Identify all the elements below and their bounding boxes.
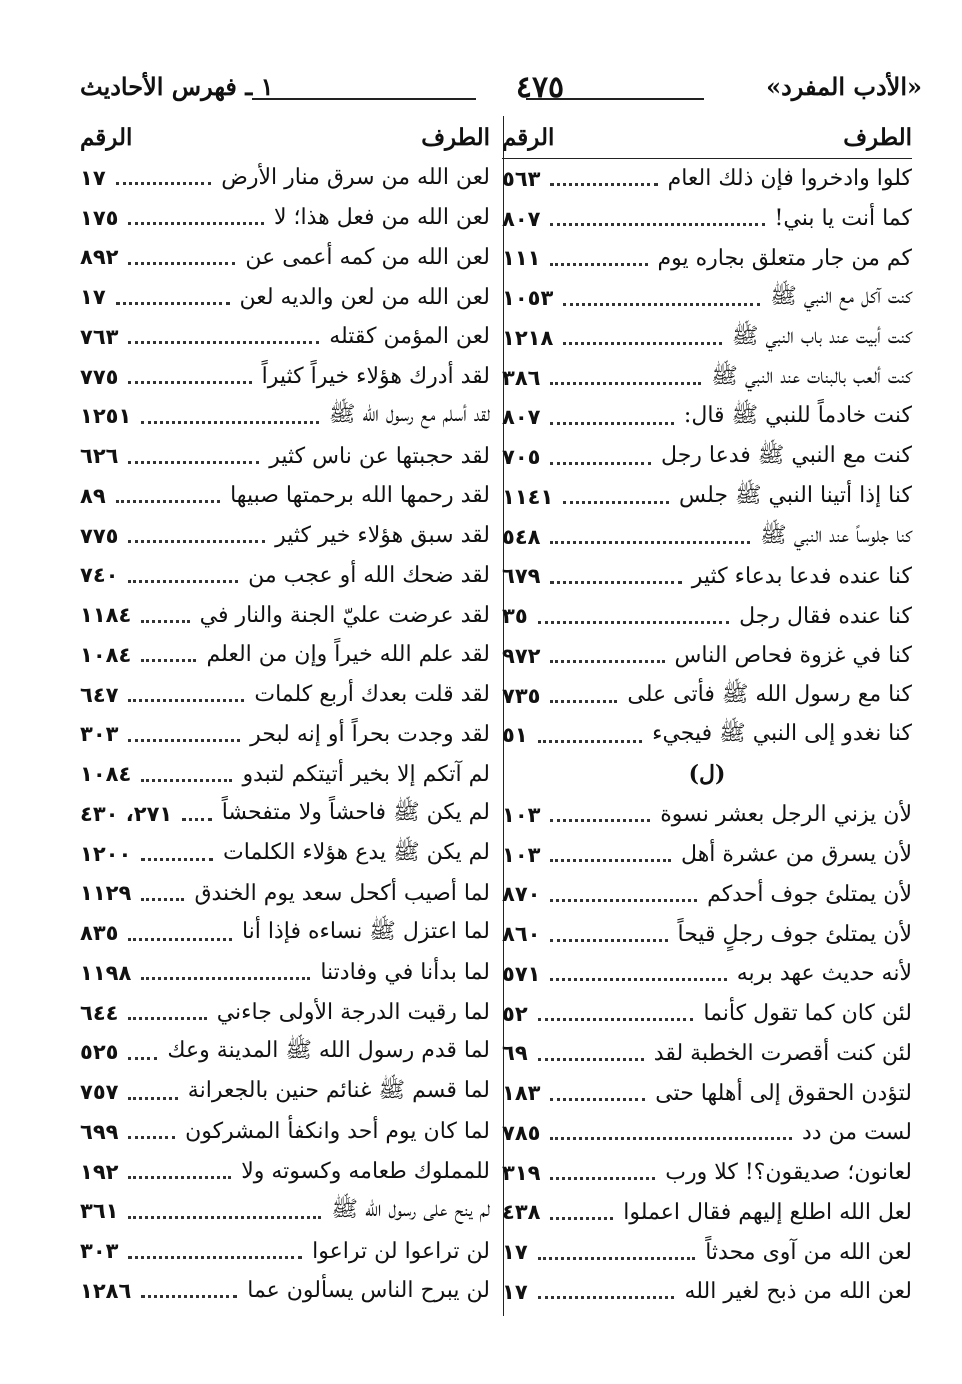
index-entry bbox=[502, 1193, 912, 1233]
entry-number: ٧٣٥ bbox=[502, 683, 541, 708]
entry-number: ٥١ bbox=[502, 723, 528, 748]
leader-dots bbox=[538, 1257, 696, 1260]
left-column bbox=[80, 116, 490, 1311]
entry-term: لما اعتزل ﷺ نساءه فإذا أنا bbox=[241, 919, 490, 945]
index-entry bbox=[502, 954, 912, 994]
index-entry bbox=[502, 1232, 912, 1272]
leader-dots bbox=[128, 1097, 177, 1100]
index-title: ١ ـ فهرس الأحاديث bbox=[80, 72, 274, 101]
entry-term: لعن المؤمن كقتله bbox=[329, 324, 490, 350]
entry-term: كم من جار متعلق بجاره يوم bbox=[657, 245, 912, 271]
leader-dots bbox=[141, 1295, 237, 1298]
entry-term: لعل الله اطلع إليهم فقال اعملوا bbox=[623, 1199, 912, 1225]
entry-number: ٦٧٩ bbox=[502, 564, 541, 589]
entry-term: لئن كان كما تقول كأنما bbox=[703, 1001, 912, 1027]
entry-term: لتؤدن الحقوق إلى أهلها حتى bbox=[655, 1080, 912, 1106]
index-entry bbox=[80, 357, 490, 397]
entry-number: ٦٢٦ bbox=[80, 444, 119, 469]
leader-dots bbox=[550, 978, 726, 981]
entry-term: لقد عرضت عليّ الجنة والنار في bbox=[199, 602, 490, 628]
entry-term: كنت أبيت عند باب النبي ﷺ bbox=[731, 323, 912, 349]
leader-dots bbox=[550, 422, 673, 425]
entry-number: ٧٧٥ bbox=[80, 523, 119, 548]
entry-number: ١٧ bbox=[80, 285, 106, 310]
index-entry bbox=[502, 994, 912, 1034]
entry-list bbox=[80, 158, 490, 1311]
leader-dots bbox=[550, 581, 681, 584]
leader-dots bbox=[141, 898, 184, 901]
leader-dots bbox=[128, 699, 244, 702]
leader-dots bbox=[128, 580, 238, 583]
entry-number: ١١٩٨ bbox=[80, 960, 132, 985]
entry-term: لن تراعوا لن تراعوا bbox=[312, 1238, 490, 1264]
entry-term: لقد علم الله خيراً وإن من العلم bbox=[206, 642, 490, 668]
index-entry bbox=[80, 1271, 490, 1311]
entry-term: لست من دد bbox=[801, 1120, 912, 1146]
leader-dots bbox=[550, 1098, 645, 1101]
entry-number: ١٢٥١ bbox=[80, 404, 132, 429]
entry-term: لقد أدرك هؤلاء خيراً كثيراً bbox=[261, 364, 490, 390]
leader-dots bbox=[128, 938, 231, 941]
index-entry bbox=[502, 1113, 912, 1153]
index-entry bbox=[502, 875, 912, 915]
entry-number: ٧٧٥ bbox=[80, 364, 119, 389]
index-entry bbox=[80, 436, 490, 476]
index-entry bbox=[502, 1034, 912, 1074]
leader-dots bbox=[550, 183, 657, 186]
leader-dots bbox=[128, 1256, 302, 1259]
header-rule-left bbox=[252, 98, 476, 100]
entry-number: ٥٤٨ bbox=[502, 524, 541, 549]
leader-dots bbox=[141, 659, 196, 662]
entry-term: لما قسم ﷺ غنائم حنين بالجعرانة bbox=[187, 1078, 490, 1104]
entry-term: كنا إذا أتينا النبي ﷺ جلس bbox=[679, 482, 912, 508]
entry-term: لم آتكم إلا بخير أتيتكم لتبدو bbox=[242, 761, 490, 787]
entry-term: لن يبرح الناس يسألون عما bbox=[247, 1278, 490, 1304]
leader-dots bbox=[550, 263, 647, 266]
section-letter: (ل) bbox=[688, 761, 726, 788]
leader-dots bbox=[538, 1296, 675, 1299]
entry-term: لأن يمتلئ جوف رجلٍ قيحاً bbox=[677, 921, 912, 947]
entry-term: لم يكن ﷺ يدع هؤلاء الكلمات bbox=[223, 839, 490, 865]
leader-dots bbox=[538, 1018, 694, 1021]
entry-number: ٨٣٥ bbox=[80, 921, 119, 946]
leader-dots bbox=[141, 977, 310, 980]
entry-number: ٤٣٨ bbox=[502, 1200, 541, 1225]
entry-term: كنا عنده فقال رجل bbox=[739, 603, 912, 629]
right-column bbox=[502, 116, 912, 1312]
entry-number: ٨٦٠ bbox=[502, 922, 541, 947]
index-entry bbox=[80, 595, 490, 635]
entry-number: ١٨٣ bbox=[502, 1081, 541, 1106]
running-header bbox=[80, 72, 922, 112]
entry-number: ٦٩٩ bbox=[80, 1119, 119, 1144]
entry-number: ١٧ bbox=[502, 1279, 528, 1304]
entry-term: لأن يسرق من عشرة أهل bbox=[681, 842, 912, 868]
leader-dots bbox=[128, 222, 264, 225]
index-entry bbox=[502, 199, 912, 239]
leader-dots bbox=[550, 1177, 655, 1180]
entry-term: لعن الله من ذبح لغير الله bbox=[684, 1279, 912, 1305]
index-entry bbox=[80, 993, 490, 1033]
leader-dots bbox=[538, 621, 730, 624]
entry-number: ٣٨٦ bbox=[502, 365, 541, 390]
index-entry bbox=[80, 1192, 490, 1232]
leader-dots bbox=[128, 1017, 206, 1020]
entry-term: لعن الله من لعن والديه لعن bbox=[239, 284, 490, 310]
book-title: «الأدب المفرد» bbox=[766, 72, 922, 101]
entry-number: ٦٩ bbox=[502, 1041, 528, 1066]
leader-dots bbox=[128, 461, 259, 464]
entry-term: كنا عنده فدعا بدعاء كثير bbox=[691, 563, 912, 589]
entry-term: كنت آكل مع النبي ﷺ bbox=[770, 284, 912, 310]
entry-number: ٣٥ bbox=[502, 604, 528, 629]
entry-number: ٥٢٥ bbox=[80, 1040, 119, 1065]
entry-number: ٣٠٣ bbox=[80, 1239, 119, 1264]
entry-number: ٦٤٤ bbox=[80, 1000, 119, 1025]
index-entry bbox=[502, 557, 912, 597]
entry-term: لقد حجبتها عن ناس كثير bbox=[269, 443, 490, 469]
leader-dots bbox=[128, 381, 251, 384]
entry-term: لأن يمتلئ جوف أحدكم bbox=[707, 881, 912, 907]
entry-term: كنا في غزوة فحاص الناس bbox=[674, 643, 912, 669]
entry-term: لأن يزني الرجل بعشر نسوة bbox=[660, 802, 912, 828]
index-entry bbox=[80, 754, 490, 794]
leader-dots bbox=[141, 779, 232, 782]
entry-number: ٣١٩ bbox=[502, 1160, 541, 1185]
number-header: الرقم bbox=[502, 124, 555, 151]
leader-dots bbox=[550, 899, 697, 902]
index-entry bbox=[80, 317, 490, 357]
entry-term: لعن الله من سرق منار الأرض bbox=[221, 165, 490, 191]
entry-number: ١٠٥٣ bbox=[502, 286, 554, 311]
index-entry bbox=[80, 476, 490, 516]
index-entry bbox=[502, 239, 912, 279]
entry-number: ٧٨٥ bbox=[502, 1120, 541, 1145]
entry-number: ٨٩٢ bbox=[80, 245, 119, 270]
index-entry bbox=[80, 675, 490, 715]
entry-number: ١٠٨٤ bbox=[80, 762, 132, 787]
index-entry bbox=[502, 636, 912, 676]
term-header: الطرف bbox=[421, 124, 490, 151]
index-entry bbox=[80, 277, 490, 317]
index-entry bbox=[502, 914, 912, 954]
entry-term: كنت مع النبي ﷺ فدعا رجل bbox=[661, 443, 912, 469]
index-entry bbox=[80, 874, 490, 914]
leader-dots bbox=[538, 740, 642, 743]
leader-dots bbox=[550, 541, 750, 544]
entry-list bbox=[502, 159, 912, 755]
index-entry bbox=[80, 516, 490, 556]
entry-term: لم يكن ﷺ فاحشاً ولا متفحشاً bbox=[221, 799, 490, 825]
index-entry bbox=[80, 794, 490, 834]
column-header bbox=[80, 116, 490, 158]
index-entry bbox=[502, 517, 912, 557]
index-entry bbox=[80, 556, 490, 596]
entry-number: ١١١ bbox=[502, 246, 541, 271]
index-entry bbox=[80, 238, 490, 278]
entry-number: ٥٦٣ bbox=[502, 166, 541, 191]
entry-term: لأنه حديث عهد بربه bbox=[736, 961, 912, 987]
index-entry bbox=[502, 477, 912, 517]
entry-number: ٥٢ bbox=[502, 1001, 528, 1026]
index-entry bbox=[502, 1153, 912, 1193]
index-entry bbox=[80, 397, 490, 437]
leader-dots bbox=[128, 262, 235, 265]
index-entry bbox=[80, 953, 490, 993]
entry-term: كنا نغدو إلى النبي ﷺ فيجيء bbox=[652, 721, 912, 747]
entry-term: لقد أسلم مع رسول الله ﷺ bbox=[328, 402, 490, 428]
index-entry bbox=[80, 1231, 490, 1271]
leader-dots bbox=[550, 660, 664, 663]
index-entry bbox=[502, 676, 912, 716]
entry-number: ١٠٣ bbox=[502, 802, 541, 827]
entry-list bbox=[502, 795, 912, 1312]
index-entry bbox=[502, 437, 912, 477]
index-entry bbox=[80, 834, 490, 874]
index-entry bbox=[502, 159, 912, 199]
leader-dots bbox=[182, 818, 211, 821]
entry-number: ٢٧١، ٤٣٠ bbox=[80, 801, 173, 826]
entry-term: لم ينح على رسول الله ﷺ bbox=[331, 1197, 490, 1223]
entry-number: ١٢٨٦ bbox=[80, 1278, 132, 1303]
entry-term: لعن الله من فعل هذا؛ لا bbox=[273, 205, 490, 231]
index-entry bbox=[502, 398, 912, 438]
leader-dots bbox=[128, 1057, 157, 1060]
index-entry bbox=[502, 835, 912, 875]
entry-number: ٧٦٣ bbox=[80, 324, 119, 349]
leader-dots bbox=[550, 859, 671, 862]
index-entry bbox=[80, 1112, 490, 1152]
entry-term: لقد ضحك الله أو عجب من bbox=[248, 562, 490, 588]
index-entry bbox=[80, 158, 490, 198]
entry-term: كلوا وادخروا فإن ذلك العام bbox=[667, 166, 912, 192]
entry-number: ٣٠٣ bbox=[80, 722, 119, 747]
leader-dots bbox=[141, 421, 319, 424]
index-entry bbox=[502, 318, 912, 358]
leader-dots bbox=[550, 1137, 792, 1140]
entry-term: لعانون؛ صديقون؟! كلا ورب bbox=[665, 1160, 912, 1186]
leader-dots bbox=[550, 382, 701, 385]
entry-number: ١٢١٨ bbox=[502, 325, 554, 350]
index-entry bbox=[502, 358, 912, 398]
leader-dots bbox=[116, 182, 212, 185]
index-entry bbox=[80, 635, 490, 675]
leader-dots bbox=[128, 1216, 321, 1219]
entry-term: لقد سبق هؤلاء خير كثير bbox=[275, 523, 490, 549]
number-header: الرقم bbox=[80, 124, 133, 151]
index-entry bbox=[502, 716, 912, 756]
leader-dots bbox=[128, 540, 265, 543]
entry-number: ٨٠٧ bbox=[502, 206, 541, 231]
entry-term: كنت ألعب بالبنات عند النبي ﷺ bbox=[711, 363, 912, 389]
index-entry bbox=[80, 913, 490, 953]
entry-number: ٨٧٠ bbox=[502, 882, 541, 907]
entry-term: لما بدأنا في وفادتنا bbox=[320, 960, 490, 986]
entry-number: ٨٠٧ bbox=[502, 405, 541, 430]
entry-term: لما رقيت الدرجة الأولى جاءني bbox=[216, 1000, 490, 1026]
entry-term: كنت خادماً للنبي ﷺ قال: bbox=[683, 403, 912, 429]
entry-number: ٩٧٢ bbox=[502, 643, 541, 668]
leader-dots bbox=[128, 1176, 231, 1179]
entry-term: لقد وجدت بحراً أو إنه لبحر bbox=[250, 721, 490, 747]
leader-dots bbox=[538, 1058, 644, 1061]
leader-dots bbox=[128, 1136, 175, 1139]
leader-dots bbox=[116, 302, 230, 305]
leader-dots bbox=[141, 620, 189, 623]
entry-number: ٦٤٧ bbox=[80, 682, 119, 707]
index-entry bbox=[502, 1272, 912, 1312]
entry-number: ١١٨٤ bbox=[80, 603, 132, 628]
index-entry bbox=[80, 198, 490, 238]
leader-dots bbox=[563, 303, 760, 306]
entry-number: ١٧٥ bbox=[80, 205, 119, 230]
entry-number: ١٧ bbox=[502, 1240, 528, 1265]
entry-term: لقد رحمها الله برحمتها صبيها bbox=[230, 483, 490, 509]
entry-number: ١٧ bbox=[80, 165, 106, 190]
entry-number: ١٩٢ bbox=[80, 1159, 119, 1184]
leader-dots bbox=[550, 1217, 613, 1220]
leader-dots bbox=[563, 342, 722, 345]
leader-dots bbox=[550, 223, 764, 226]
leader-dots bbox=[141, 858, 213, 861]
page-number: ٤٧٥ bbox=[515, 70, 565, 105]
index-entry bbox=[502, 596, 912, 636]
column-header bbox=[502, 116, 912, 159]
entry-term: كما أنت يا بني! bbox=[774, 206, 912, 232]
entry-number: ٣٦١ bbox=[80, 1199, 119, 1224]
index-entry bbox=[502, 1073, 912, 1113]
entry-term: لقد قلت بعدك أربع كلمات bbox=[254, 682, 490, 708]
index-entry bbox=[80, 715, 490, 755]
leader-dots bbox=[550, 939, 667, 942]
leader-dots bbox=[550, 462, 651, 465]
entry-number: ١٢٠٠ bbox=[80, 841, 132, 866]
entry-term: لما كان يوم أحد وانكفأ المشركون bbox=[185, 1119, 490, 1145]
entry-number: ١١٢٩ bbox=[80, 881, 132, 906]
index-entry bbox=[502, 278, 912, 318]
entry-term: لما قدم رسول الله ﷺ المدينة وعك bbox=[167, 1038, 490, 1064]
index-entry bbox=[80, 1152, 490, 1192]
entry-term: للمملوك طعامه وكسوته ولا bbox=[241, 1159, 490, 1185]
leader-dots bbox=[563, 501, 669, 504]
entry-term: لعن الله من كمه أعمى عن bbox=[245, 244, 490, 270]
leader-dots bbox=[550, 819, 650, 822]
entry-number: ٨٩ bbox=[80, 483, 106, 508]
entry-number: ١٠٣ bbox=[502, 842, 541, 867]
leader-dots bbox=[550, 700, 617, 703]
entry-term: لعن الله من آوى محدثاً bbox=[705, 1239, 912, 1265]
entry-number: ٧٠٥ bbox=[502, 445, 541, 470]
index-entry bbox=[80, 1072, 490, 1112]
index-entry bbox=[80, 1033, 490, 1073]
entry-term: لئن كنت أقصرت الخطبة لقد bbox=[653, 1040, 912, 1066]
entry-number: ١٠٨٤ bbox=[80, 642, 132, 667]
leader-dots bbox=[116, 500, 220, 503]
leader-dots bbox=[128, 341, 319, 344]
entry-term: كنا جلوساً عند النبي ﷺ bbox=[760, 522, 912, 548]
index-entry bbox=[502, 795, 912, 835]
entry-number: ٧٤٠ bbox=[80, 563, 119, 588]
entry-number: ٧٥٧ bbox=[80, 1080, 119, 1105]
entry-term: كنا مع رسول الله ﷺ فأتى على bbox=[627, 681, 912, 707]
leader-dots bbox=[128, 739, 240, 742]
term-header: الطرف bbox=[843, 124, 912, 151]
entry-number: ٥٧١ bbox=[502, 961, 541, 986]
entry-number: ١١٤١ bbox=[502, 484, 554, 509]
entry-term: لما أصيب أكحل سعد يوم الخندق bbox=[194, 880, 490, 906]
